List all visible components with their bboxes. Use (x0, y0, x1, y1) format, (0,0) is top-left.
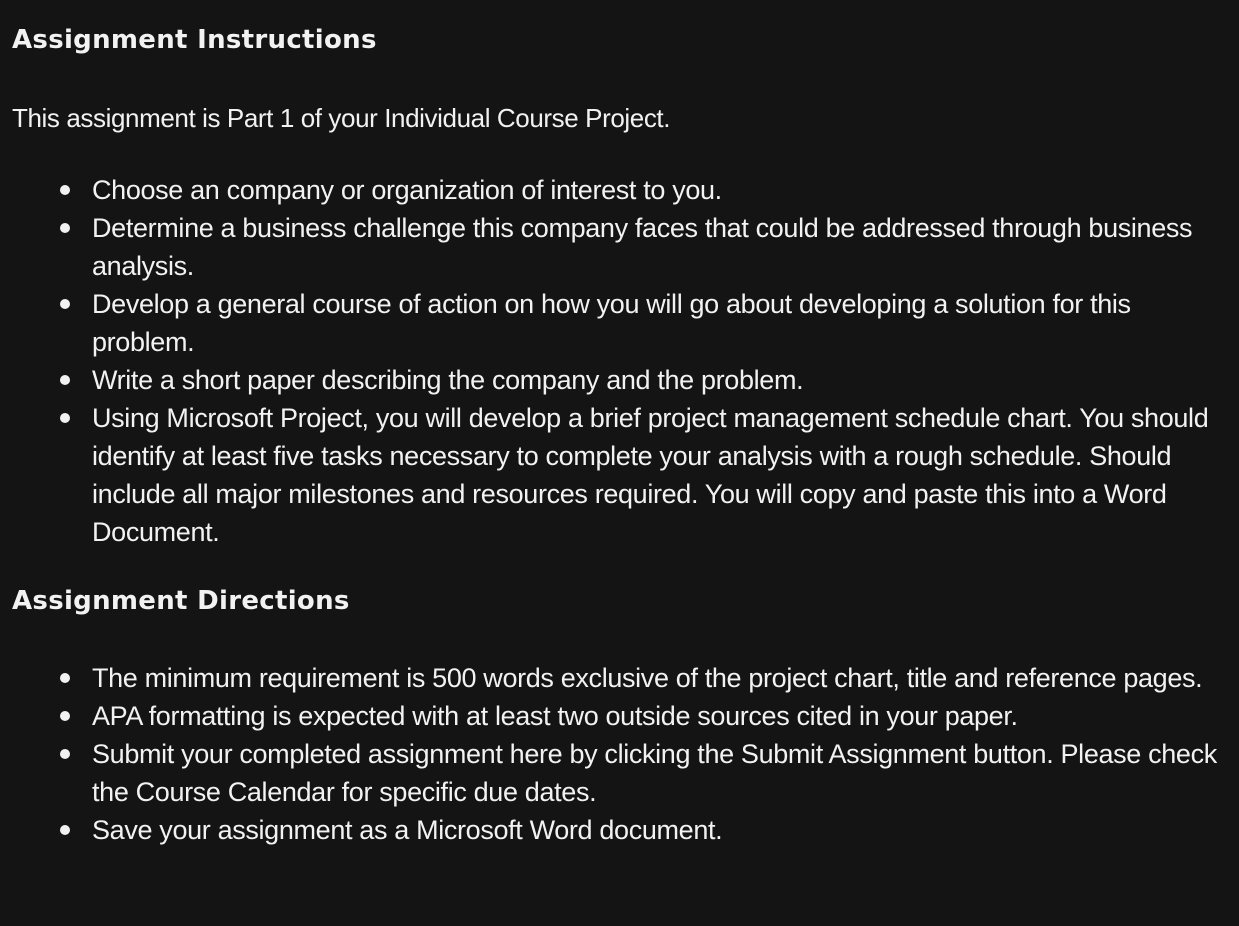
list-item-text: Using Microsoft Project, you will develop a brief project management schedule chart. You should identify at least five tasks necessary to complete your analysis with a rough schedule. Should include all major milestones and resources required. You will copy and paste this into a Word Document. (92, 403, 1209, 547)
directions-heading: Assignment Directions (12, 586, 350, 616)
list-item-text: Choose an company or organization of interest to you. (92, 175, 722, 205)
list-item (92, 399, 1227, 551)
list-item (92, 697, 1227, 735)
list-item-text: Write a short paper describing the company and the problem. (92, 365, 804, 395)
bullet-icon (60, 749, 70, 759)
list-item-text: Submit your completed assignment here by clicking the Submit Assignment button. Please check the Course Calendar for specific due dates. (92, 739, 1217, 807)
list-item-text: Save your assignment as a Microsoft Word document. (92, 815, 723, 845)
list-item-text: Determine a business challenge this company faces that could be addressed through business analysis. (92, 213, 1193, 281)
list-item (92, 361, 1227, 399)
list-item-text: APA formatting is expected with at least two outside sources cited in your paper. (92, 701, 1018, 731)
bullet-icon (60, 185, 70, 195)
instructions-intro: This assignment is Part 1 of your Individual Course Project. (12, 103, 671, 133)
list-item (92, 171, 1227, 209)
instructions-heading: Assignment Instructions (12, 25, 377, 55)
list-item-text: Develop a general course of action on how you will go about developing a solution for this problem. (92, 289, 1131, 357)
bullet-icon (60, 413, 70, 423)
bullet-icon (60, 711, 70, 721)
list-item (92, 811, 1227, 849)
list-item (92, 735, 1227, 811)
bullet-icon (60, 825, 70, 835)
list-item (92, 285, 1227, 361)
list-item-text: The minimum requirement is 500 words exclusive of the project chart, title and reference pages. (92, 663, 1203, 693)
bullet-icon (60, 375, 70, 385)
bullet-icon (60, 223, 70, 233)
list-item (92, 209, 1227, 285)
bullet-icon (60, 299, 70, 309)
instructions-list (12, 171, 1227, 551)
bullet-icon (60, 673, 70, 683)
directions-list (12, 659, 1227, 849)
list-item (92, 659, 1227, 697)
